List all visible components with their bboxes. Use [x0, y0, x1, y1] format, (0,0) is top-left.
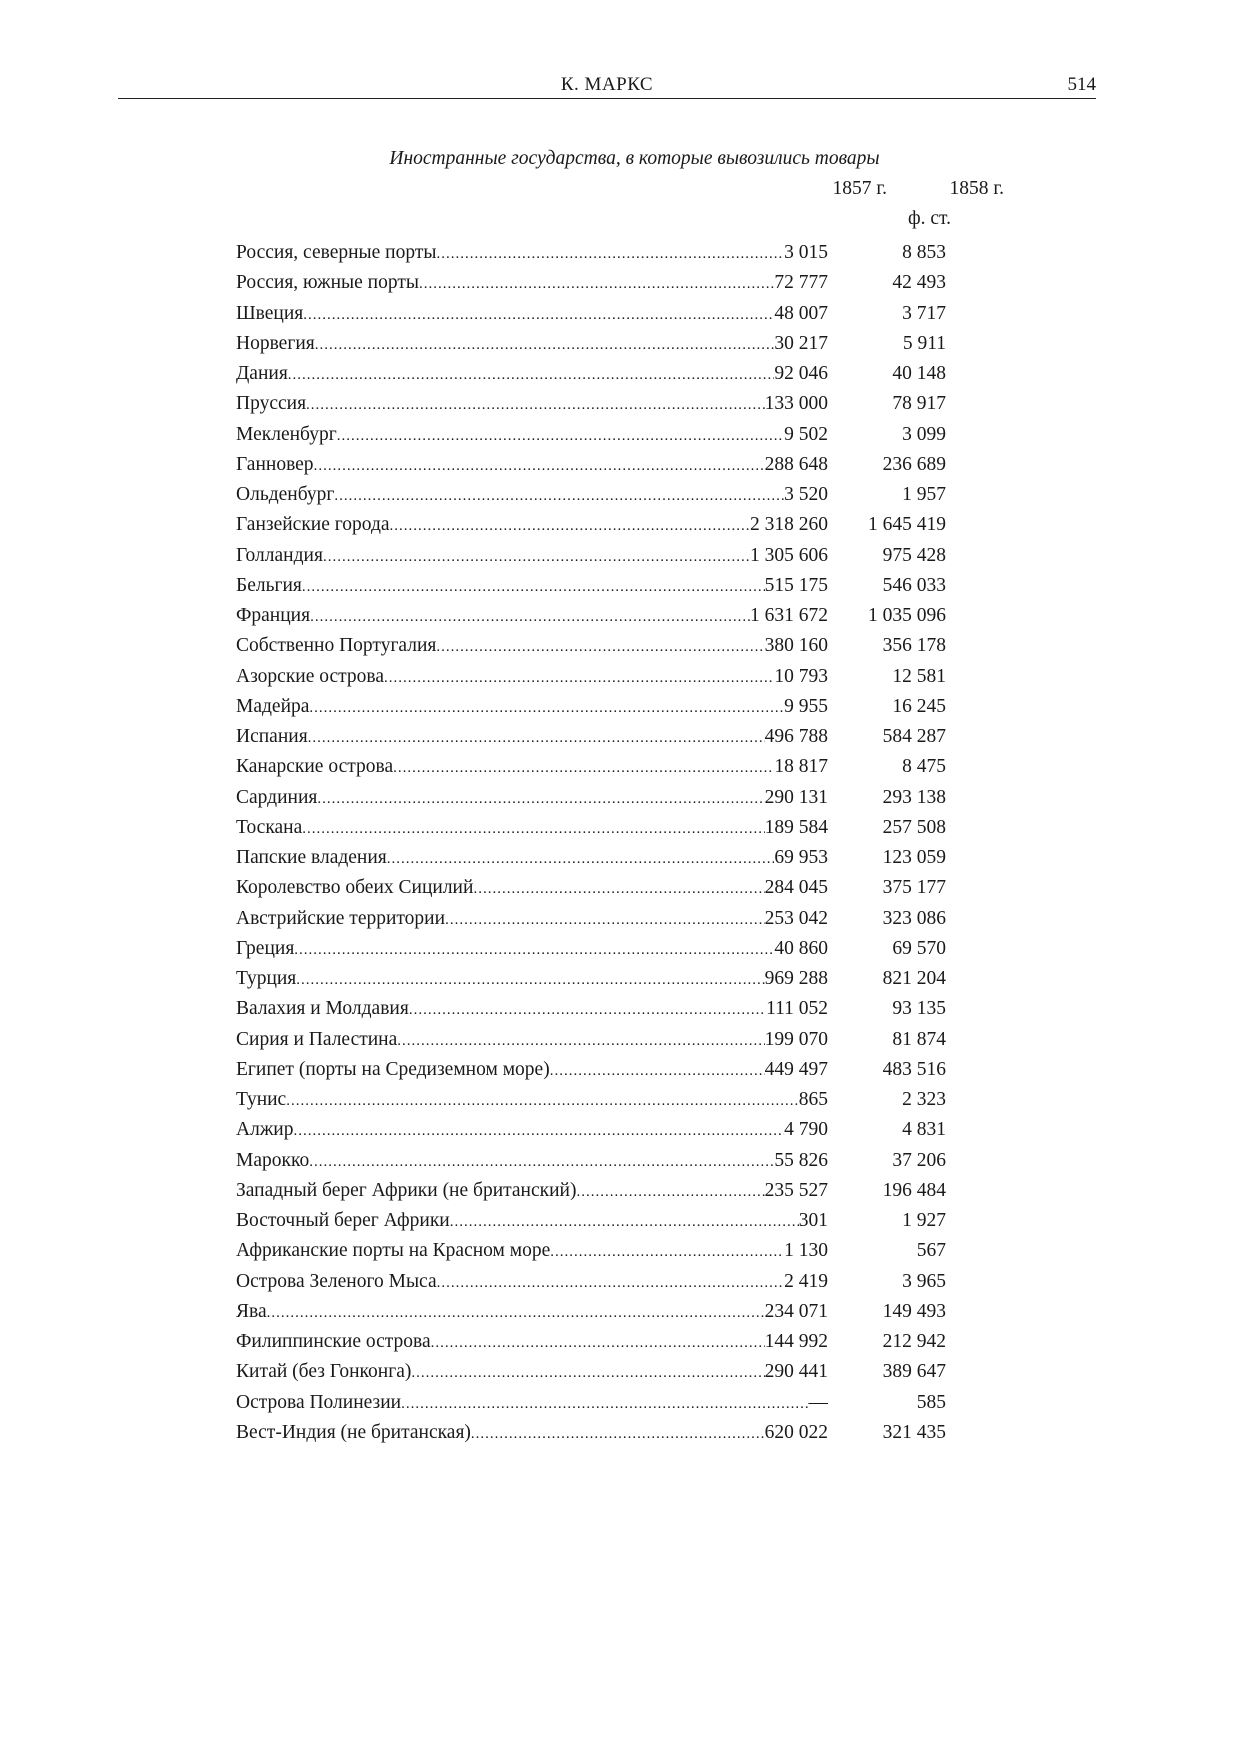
row-leader-line	[236, 783, 828, 814]
table-row	[236, 268, 946, 298]
row-leader-line	[236, 1388, 828, 1419]
country-name: Восточный берег Африки	[236, 1210, 450, 1231]
value-1858: 293 138	[882, 786, 946, 808]
table-row	[236, 1055, 946, 1085]
dot-leader	[302, 571, 765, 602]
dot-leader	[302, 813, 764, 844]
row-leader-line	[236, 571, 828, 602]
country-name: Сардиния	[236, 786, 318, 808]
row-leader-line	[236, 1146, 828, 1177]
country-name: Франция	[236, 605, 311, 626]
value-1858: 321 435	[882, 1421, 946, 1443]
value-1857: 2 419	[784, 1270, 828, 1292]
value-1858: 149 493	[882, 1300, 946, 1322]
country-name: Греция	[236, 937, 295, 959]
value-1858: 3 717	[902, 302, 946, 324]
value-1858: 78 917	[892, 393, 946, 415]
country-name: Тоскана	[236, 816, 303, 838]
value-1857: 288 648	[764, 453, 828, 475]
page-number: 514	[1067, 74, 1096, 95]
value-1857: 284 045	[764, 877, 828, 899]
row-leader-line	[236, 1357, 828, 1388]
table-row	[236, 1388, 946, 1418]
table-row	[236, 1115, 946, 1145]
row-leader-line	[236, 541, 828, 572]
value-1858: 1 957	[902, 484, 946, 505]
country-name: Мадейра	[236, 695, 310, 717]
row-leader-line	[236, 238, 828, 269]
country-name: Королевство обеих Сицилий	[236, 877, 474, 899]
country-name: Ганзейские города	[236, 514, 390, 536]
dot-leader	[310, 601, 750, 632]
row-leader-line	[236, 964, 828, 995]
country-name: Канарские острова	[236, 756, 394, 778]
value-1857: 234 071	[764, 1300, 828, 1322]
table-row	[236, 994, 946, 1024]
country-name: Швеция	[236, 302, 304, 324]
row-leader-line	[236, 1297, 828, 1328]
export-table	[236, 238, 946, 1448]
running-head-author: К. МАРКС	[560, 74, 654, 95]
country-name: Филиппинские острова	[236, 1331, 431, 1352]
dot-leader	[550, 1236, 784, 1267]
dot-leader	[436, 631, 764, 662]
value-1857: 69 953	[774, 847, 828, 868]
value-1858: 5 911	[902, 332, 946, 354]
table-row	[236, 329, 946, 359]
row-leader-line	[236, 631, 828, 662]
row-leader-line	[236, 420, 828, 451]
value-1857: 253 042	[764, 907, 828, 929]
dot-leader	[317, 783, 764, 814]
value-1857: 301	[798, 1210, 828, 1231]
table-row	[236, 1267, 946, 1297]
dot-leader	[445, 904, 765, 935]
value-1858: 821 204	[882, 968, 946, 989]
dot-leader	[303, 299, 774, 330]
value-1857: 199 070	[764, 1028, 828, 1050]
value-1858: 1 927	[902, 1210, 946, 1231]
dot-leader	[384, 662, 774, 693]
table-row	[236, 299, 946, 329]
dot-leader	[308, 722, 765, 753]
dot-leader	[436, 238, 784, 269]
running-head	[118, 72, 1096, 99]
table-row	[236, 238, 946, 268]
value-1858: 1 645 419	[868, 514, 946, 536]
table-row	[236, 1176, 946, 1206]
dot-leader	[390, 510, 750, 541]
country-name: Марокко	[236, 1149, 310, 1171]
row-leader-line	[236, 1085, 828, 1116]
country-name: Ява	[236, 1300, 267, 1322]
value-1857: 10 793	[774, 665, 828, 687]
dot-leader	[288, 359, 775, 390]
table-row	[236, 1025, 946, 1055]
value-1858: 40 148	[892, 363, 946, 384]
value-1857: 1 130	[784, 1240, 828, 1262]
value-1858: 323 086	[882, 907, 946, 929]
row-leader-line	[236, 1025, 828, 1056]
value-1857: 496 788	[764, 726, 828, 747]
country-name: Норвегия	[236, 332, 315, 354]
value-1857: 290 131	[764, 786, 828, 808]
value-1858: 93 135	[892, 998, 946, 1020]
value-1857: 189 584	[764, 816, 828, 838]
table-row	[236, 964, 946, 994]
dot-leader	[397, 1025, 764, 1056]
dot-leader	[293, 1115, 784, 1146]
country-name: Австрийские территории	[236, 907, 446, 929]
value-1858: 585	[916, 1391, 946, 1413]
value-1857: 2 318 260	[750, 514, 828, 536]
dot-leader	[267, 1297, 765, 1328]
column-header-1858: 1858 г.	[949, 178, 1004, 199]
value-1857: 40 860	[774, 937, 828, 959]
row-leader-line	[236, 1176, 828, 1207]
country-name: Голландия	[236, 544, 323, 566]
dot-leader	[306, 389, 765, 420]
dot-leader	[431, 1327, 765, 1358]
country-name: Ганновер	[236, 453, 314, 475]
value-1857: 111 052	[766, 998, 828, 1020]
dot-leader	[314, 450, 765, 481]
dot-leader	[393, 752, 774, 783]
table-row	[236, 480, 946, 510]
value-1857: 380 160	[764, 635, 828, 657]
value-1858: 975 428	[882, 544, 946, 566]
value-1858: 212 942	[882, 1331, 946, 1352]
row-leader-line	[236, 843, 828, 874]
country-name: Западный берег Африки (не британский)	[236, 1179, 577, 1201]
value-1858: 3 965	[902, 1270, 946, 1292]
table-row	[236, 752, 946, 782]
row-leader-line	[236, 722, 828, 753]
value-1858: 42 493	[892, 272, 946, 294]
dot-leader	[576, 1176, 764, 1207]
row-leader-line	[236, 1206, 828, 1237]
row-leader-line	[236, 1327, 828, 1358]
table-row	[236, 1327, 946, 1357]
value-1857: 1 631 672	[750, 605, 828, 626]
row-leader-line	[236, 752, 828, 783]
row-leader-line	[236, 329, 828, 360]
table-row	[236, 904, 946, 934]
value-1857: 55 826	[774, 1149, 828, 1171]
dot-leader	[286, 1085, 799, 1116]
row-leader-line	[236, 1236, 828, 1267]
row-leader-line	[236, 994, 828, 1025]
table-row	[236, 873, 946, 903]
value-1857: 9 955	[784, 695, 828, 717]
table-row	[236, 934, 946, 964]
row-leader-line	[236, 1267, 828, 1298]
row-leader-line	[236, 692, 828, 723]
country-name: Турция	[236, 968, 297, 989]
value-1857: 4 790	[784, 1119, 828, 1141]
column-header-1857: 1857 г.	[832, 178, 887, 199]
country-name: Собственно Португалия	[236, 635, 437, 657]
dot-leader	[309, 692, 784, 723]
table-row	[236, 1146, 946, 1176]
row-leader-line	[236, 873, 828, 904]
value-1857: 133 000	[764, 393, 828, 415]
value-1857: 290 441	[764, 1361, 828, 1383]
dot-leader	[401, 1388, 808, 1419]
table-row	[236, 450, 946, 480]
dot-leader	[315, 329, 775, 360]
country-name: Пруссия	[236, 393, 307, 415]
table-row	[236, 1297, 946, 1327]
value-1857: 92 046	[774, 363, 828, 384]
table-row	[236, 783, 946, 813]
table-row	[236, 389, 946, 419]
value-1858: 8 475	[902, 756, 946, 778]
value-1858: 567	[916, 1240, 946, 1262]
row-leader-line	[236, 510, 828, 541]
country-name: Испания	[236, 726, 308, 747]
country-name: Папские владения	[236, 847, 387, 868]
dot-leader	[334, 480, 784, 511]
row-leader-line	[236, 480, 828, 511]
value-1858: 8 853	[902, 242, 946, 263]
row-leader-line	[236, 268, 828, 299]
value-1857: —	[808, 1391, 828, 1413]
table-row	[236, 1085, 946, 1115]
table-row	[236, 541, 946, 571]
value-1858: 257 508	[882, 816, 946, 838]
table-row	[236, 692, 946, 722]
table-row	[236, 510, 946, 540]
value-1857: 18 817	[774, 756, 828, 778]
value-1858: 483 516	[882, 1058, 946, 1080]
value-1857: 30 217	[774, 332, 828, 354]
value-1858: 16 245	[892, 695, 946, 717]
country-name: Тунис	[236, 1089, 287, 1110]
row-leader-line	[236, 904, 828, 935]
table-row	[236, 722, 946, 752]
value-1858: 37 206	[892, 1149, 946, 1171]
country-name: Острова Зеленого Мыса	[236, 1270, 437, 1292]
value-1858: 236 689	[882, 453, 946, 475]
table-row	[236, 601, 946, 631]
value-1857: 969 288	[764, 968, 828, 989]
value-1857: 48 007	[774, 302, 828, 324]
dot-leader	[409, 994, 766, 1025]
value-1858: 1 035 096	[868, 605, 946, 626]
table-row	[236, 843, 946, 873]
table-row	[236, 662, 946, 692]
value-1858: 3 099	[902, 423, 946, 445]
dot-leader	[309, 1146, 774, 1177]
table-row	[236, 631, 946, 661]
value-1857: 515 175	[764, 574, 828, 596]
row-leader-line	[236, 1418, 828, 1449]
country-name: Африканские порты на Красном море	[236, 1240, 551, 1262]
value-1858: 4 831	[902, 1119, 946, 1141]
value-1857: 620 022	[764, 1421, 828, 1443]
dot-leader	[296, 964, 764, 995]
country-name: Валахия и Молдавия	[236, 998, 409, 1020]
table-title: Иностранные государства, в которые вывозились товары	[389, 148, 880, 169]
table-row	[236, 813, 946, 843]
dot-leader	[450, 1206, 799, 1237]
country-name: Вест-Индия (не британская)	[236, 1421, 471, 1443]
country-name: Бельгия	[236, 574, 302, 596]
value-1858: 81 874	[892, 1028, 946, 1050]
dot-leader	[337, 420, 784, 451]
row-leader-line	[236, 601, 828, 632]
row-leader-line	[236, 389, 828, 420]
row-leader-line	[236, 299, 828, 330]
country-name: Ольденбург	[236, 484, 335, 505]
value-1858: 2 323	[902, 1089, 946, 1110]
row-leader-line	[236, 662, 828, 693]
table-row	[236, 359, 946, 389]
value-1858: 356 178	[882, 635, 946, 657]
value-1857: 9 502	[784, 423, 828, 445]
row-leader-line	[236, 813, 828, 844]
row-leader-line	[236, 934, 828, 965]
dot-leader	[323, 541, 750, 572]
dot-leader	[437, 1267, 785, 1298]
value-1857: 449 497	[764, 1058, 828, 1080]
country-name: Сирия и Палестина	[236, 1028, 398, 1050]
value-1858: 546 033	[882, 574, 946, 596]
value-1858: 584 287	[882, 726, 946, 747]
value-1858: 69 570	[892, 937, 946, 959]
row-leader-line	[236, 1055, 828, 1086]
country-name: Китай (без Гонконга)	[236, 1361, 412, 1383]
row-leader-line	[236, 359, 828, 390]
value-1857: 3 015	[784, 242, 828, 263]
table-row	[236, 571, 946, 601]
country-name: Россия, северные порты	[236, 242, 437, 263]
country-name: Алжир	[236, 1119, 294, 1141]
value-1857: 235 527	[764, 1179, 828, 1201]
country-name: Россия, южные порты	[236, 272, 419, 294]
value-1857: 865	[798, 1089, 828, 1110]
value-1857: 1 305 606	[750, 544, 828, 566]
value-1857: 144 992	[764, 1331, 828, 1352]
dot-leader	[411, 1357, 764, 1388]
country-name: Мекленбург	[236, 423, 337, 445]
unit-label: ф. ст.	[908, 208, 951, 229]
country-name: Египет (порты на Средиземном море)	[236, 1058, 550, 1080]
row-leader-line	[236, 1115, 828, 1146]
country-name: Азорские острова	[236, 665, 385, 687]
dot-leader	[550, 1055, 765, 1086]
dot-leader	[294, 934, 774, 965]
value-1858: 389 647	[882, 1361, 946, 1383]
dot-leader	[387, 843, 775, 874]
table-row	[236, 1418, 946, 1448]
dot-leader	[419, 268, 774, 299]
table-row	[236, 1236, 946, 1266]
value-1857: 3 520	[784, 484, 828, 505]
value-1858: 375 177	[882, 877, 946, 899]
row-leader-line	[236, 450, 828, 481]
dot-leader	[473, 873, 764, 904]
value-1858: 12 581	[892, 665, 946, 687]
table-row	[236, 1357, 946, 1387]
value-1858: 123 059	[882, 847, 946, 868]
dot-leader	[471, 1418, 765, 1449]
value-1857: 72 777	[774, 272, 828, 294]
table-row	[236, 1206, 946, 1236]
value-1858: 196 484	[882, 1179, 946, 1201]
table-row	[236, 420, 946, 450]
country-name: Острова Полинезии	[236, 1391, 402, 1413]
country-name: Дания	[236, 363, 288, 384]
